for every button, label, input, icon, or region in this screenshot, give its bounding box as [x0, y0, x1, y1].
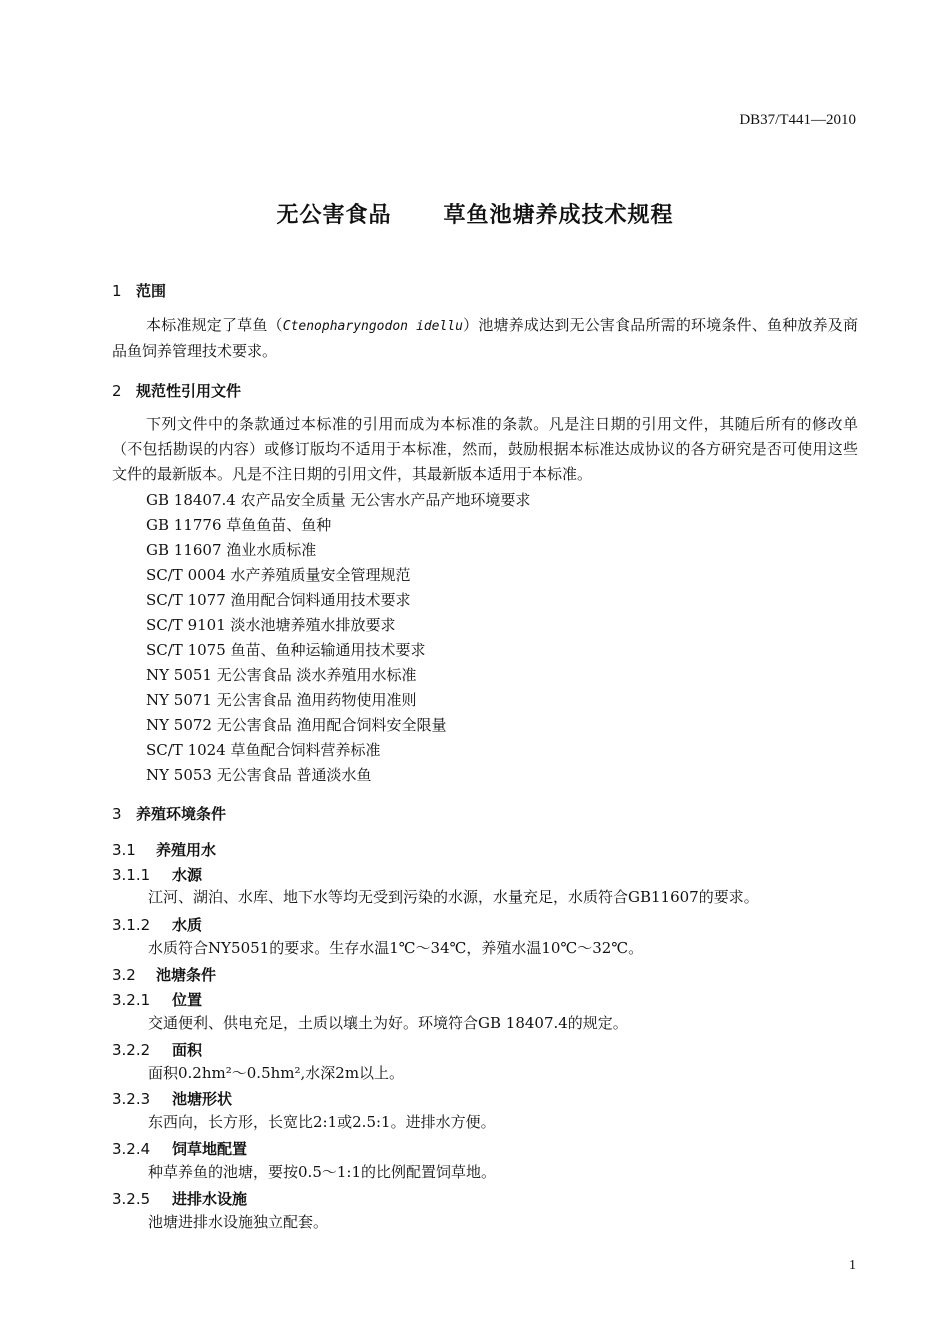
- subsection-3-2-4-text: 种草养鱼的池塘，要按0.5～1:1的比例配置饲草地。: [148, 1163, 496, 1181]
- section-2-heading: [112, 380, 241, 401]
- subsection-3-2-3-heading: [112, 1088, 232, 1109]
- section-number: 2: [112, 382, 122, 400]
- title-part1: 无公害食品: [276, 203, 392, 228]
- subsection-3-1-2-heading: [112, 914, 202, 935]
- section-number: 3.2.5: [112, 1190, 151, 1208]
- subsection-3-2-4-heading: [112, 1138, 247, 1159]
- section-title: 水质: [172, 916, 203, 934]
- section-1-heading: [112, 280, 166, 301]
- section-number: 3.2.3: [112, 1090, 151, 1108]
- reference-item: SC/T 1024 草鱼配合饲料营养标准: [146, 741, 381, 759]
- document-number: DB37/T441—2010: [739, 112, 856, 128]
- reference-item: GB 11607 渔业水质标准: [146, 541, 317, 559]
- section-title: 池塘形状: [172, 1090, 233, 1108]
- section-title: 养殖环境条件: [136, 805, 227, 823]
- section-2-paragraph: 下列文件中的条款通过本标准的引用而成为本标准的条款。凡是注日期的引用文件，其随后所有的修改单（不包括勘误的内容）或修订版均不适用于本标准，然而，鼓励根据本标准达成协议的各方研究是否可使用这些文件的最新版本。凡是不注日期的引用文件，其最新版本适用于本标准。: [112, 415, 858, 483]
- section-title: 水源: [172, 866, 203, 884]
- subsection-3-1-1-text: 江河、湖泊、水库、地下水等均无受到污染的水源，水量充足，水质符合GB11607的要求。: [148, 888, 759, 906]
- latin-name: Ctenopharyngodon idellu: [282, 319, 463, 334]
- subsection-3-2-heading: [112, 964, 216, 985]
- title-part2: 草鱼池塘养成技术规程: [443, 203, 674, 228]
- paragraph-text: ）池塘养成达到无公害食品所需的环境条件、鱼种放养及商品鱼饲养管理技术要求。: [112, 316, 858, 360]
- reference-item: NY 5072 无公害食品 渔用配合饲料安全限量: [146, 716, 447, 734]
- section-number: 3.2.2: [112, 1041, 151, 1059]
- section-title: 池塘条件: [156, 966, 217, 984]
- section-number: 3.1: [112, 841, 136, 859]
- section-title: 饲草地配置: [172, 1140, 248, 1158]
- page-number: 1: [849, 1258, 856, 1273]
- section-title: 养殖用水: [156, 841, 217, 859]
- section-title: 面积: [172, 1041, 203, 1059]
- subsection-3-2-2-text: 面积0.2hm²～0.5hm²,水深2m以上。: [148, 1064, 405, 1082]
- reference-item: NY 5053 无公害食品 普通淡水鱼: [146, 766, 372, 784]
- section-number: 3.2.1: [112, 991, 151, 1009]
- subsection-3-2-2-heading: [112, 1039, 202, 1060]
- section-title: 位置: [172, 991, 203, 1009]
- subsection-3-2-5-heading: [112, 1188, 247, 1209]
- subsection-3-2-1-heading: [112, 989, 202, 1010]
- reference-item: SC/T 1077 渔用配合饲料通用技术要求: [146, 591, 411, 609]
- section-title: 规范性引用文件: [136, 382, 242, 400]
- subsection-3-1-2-text: 水质符合NY5051的要求。生存水温1℃～34℃，养殖水温10℃～32℃。: [148, 939, 644, 957]
- subsection-3-1-1-heading: [112, 864, 202, 885]
- section-1-paragraph: [112, 313, 858, 364]
- section-number: 3.1.2: [112, 916, 151, 934]
- section-number: 3: [112, 805, 122, 823]
- section-3-heading: [112, 803, 226, 824]
- document-title: [0, 198, 950, 229]
- reference-item: SC/T 0004 水产养殖质量安全管理规范: [146, 566, 411, 584]
- reference-item: GB 11776 草鱼鱼苗、鱼种: [146, 516, 332, 534]
- reference-item: SC/T 9101 淡水池塘养殖水排放要求: [146, 616, 396, 634]
- subsection-3-2-1-text: 交通便利、供电充足，土质以壤土为好。环境符合GB 18407.4的规定。: [148, 1014, 628, 1032]
- section-number: 1: [112, 282, 122, 300]
- reference-item: NY 5051 无公害食品 淡水养殖用水标准: [146, 666, 417, 684]
- section-title: 范围: [136, 282, 167, 300]
- section-title: 进排水设施: [172, 1190, 248, 1208]
- subsection-3-2-5-text: 池塘进排水设施独立配套。: [148, 1213, 329, 1231]
- section-number: 3.2.4: [112, 1140, 151, 1158]
- reference-item: GB 18407.4 农产品安全质量 无公害水产品产地环境要求: [146, 491, 531, 509]
- subsection-3-1-heading: [112, 839, 216, 860]
- paragraph-text: 本标准规定了草鱼（: [146, 316, 283, 334]
- subsection-3-2-3-text: 东西向，长方形，长宽比2:1或2.5:1。进排水方便。: [148, 1113, 496, 1131]
- reference-item: SC/T 1075 鱼苗、鱼种运输通用技术要求: [146, 641, 426, 659]
- reference-item: NY 5071 无公害食品 渔用药物使用准则: [146, 691, 417, 709]
- section-number: 3.2: [112, 966, 136, 984]
- section-number: 3.1.1: [112, 866, 151, 884]
